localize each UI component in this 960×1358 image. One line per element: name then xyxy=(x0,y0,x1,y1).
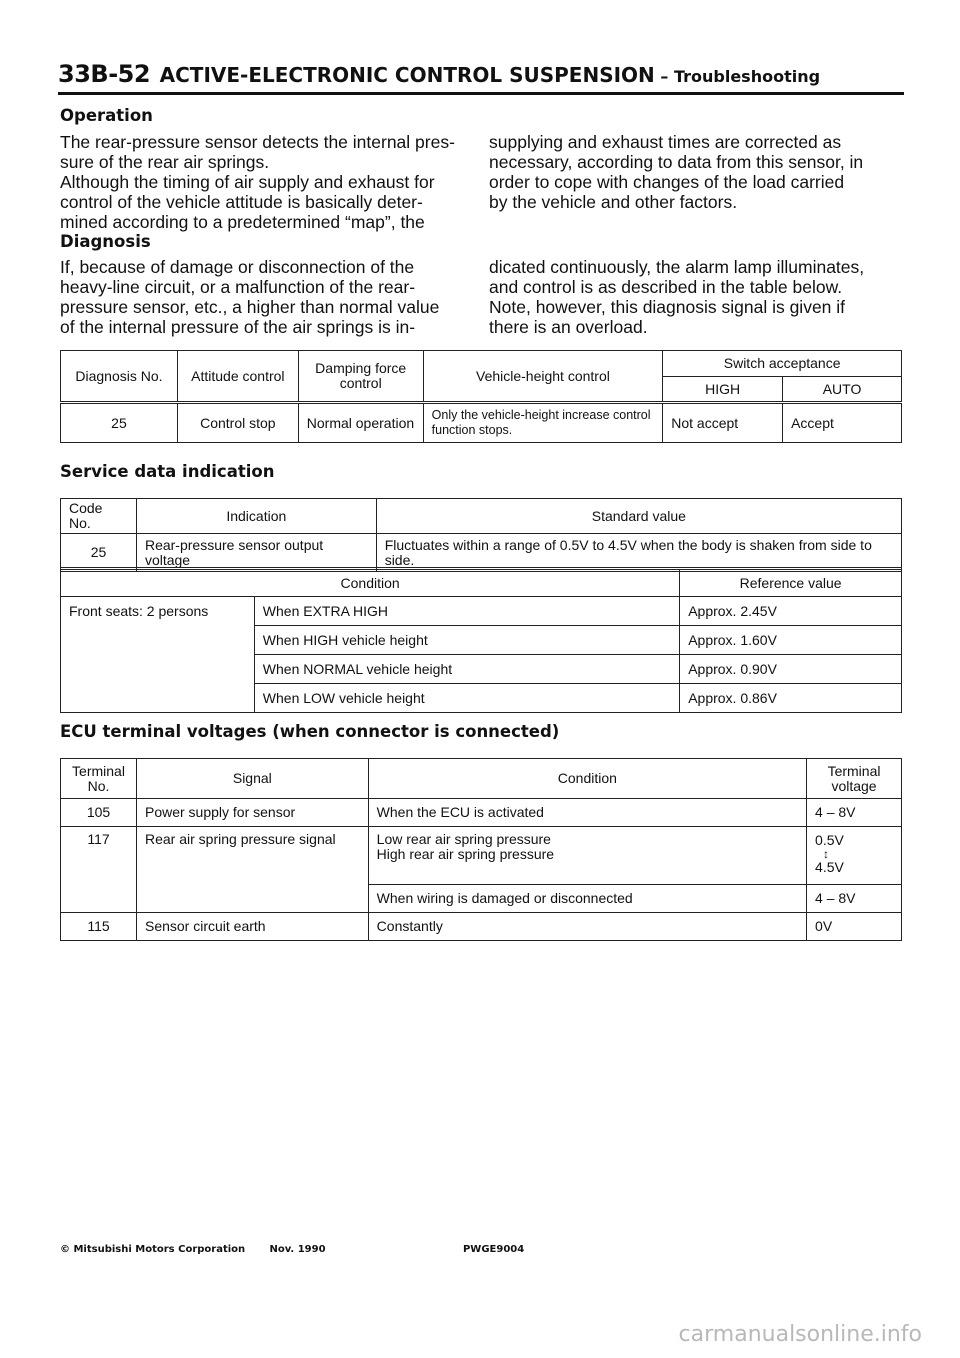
condition-cell: When HIGH vehicle height xyxy=(254,626,679,655)
diagnosis-no-value: 25 xyxy=(61,403,178,443)
col-reference-value: Reference value xyxy=(680,569,902,597)
section-title: ACTIVE-ELECTRONIC CONTROL SUSPENSION xyxy=(159,63,655,87)
table-row xyxy=(61,827,902,885)
condition: Constantly xyxy=(368,913,806,941)
height-value: Only the vehicle-height increase control function stops. xyxy=(423,403,663,443)
reference-cell: Approx. 2.45V xyxy=(680,597,902,626)
col-damping-force-control: Damping force control xyxy=(298,351,423,403)
col-terminal-no: Terminal No. xyxy=(61,759,137,799)
subsection-title: Troubleshooting xyxy=(673,67,821,86)
col-condition: Condition xyxy=(61,569,680,597)
terminal-no: 117 xyxy=(61,827,137,913)
reference-cell: Approx. 1.60V xyxy=(680,626,902,655)
col-vehicle-height-control: Vehicle-height control xyxy=(423,351,663,403)
operation-left-text: The rear-pressure sensor detects the internal pres- sure of the rear air springs. Although the timing of air supply and exhaust for control of the vehicle attitude is basically deter- mined according to a predetermined “map”, the xyxy=(60,132,455,232)
table-row xyxy=(61,534,902,572)
ecu-terminal-table xyxy=(60,758,902,941)
reference-cell: Approx. 0.90V xyxy=(680,655,902,684)
voltage: 4 – 8V xyxy=(807,799,902,827)
condition-line: Low rear air spring pressure xyxy=(376,831,551,847)
indication-value: Rear-pressure sensor output voltage xyxy=(136,534,376,572)
attitude-value: Control stop xyxy=(177,403,298,443)
voltage xyxy=(807,827,902,885)
damping-value: Normal operation xyxy=(298,403,423,443)
code-no-value: 25 xyxy=(61,534,137,572)
auto-value: Accept xyxy=(783,403,902,443)
condition-cell: When LOW vehicle height xyxy=(254,684,679,713)
operation-heading: Operation xyxy=(60,106,153,125)
diagnosis-table-header xyxy=(61,351,902,377)
service-data-table xyxy=(60,498,902,572)
standard-value: Fluctuates within a range of 0.5V to 4.5V when the body is shaken from side to side. xyxy=(376,534,901,572)
table-row xyxy=(61,913,902,941)
signal: Sensor circuit earth xyxy=(136,913,368,941)
col-terminal-voltage: Terminal voltage xyxy=(807,759,902,799)
col-signal: Signal xyxy=(136,759,368,799)
col-condition: Condition xyxy=(368,759,806,799)
document-code: PWGE9004 xyxy=(462,1244,525,1255)
publication-date: Nov. 1990 xyxy=(269,1244,326,1255)
diagnosis-right-text: dicated continuously, the alarm lamp illuminates, and control is as described in the table below. Note, however, this diagnosis signal is given if there is an overload. xyxy=(489,257,865,337)
condition-cell: When EXTRA HIGH xyxy=(254,597,679,626)
up-down-arrow-icon: ↕ xyxy=(823,847,830,861)
signal: Rear air spring pressure signal xyxy=(136,827,368,913)
service-heading: Service data indication xyxy=(60,462,275,481)
voltage: 0V xyxy=(807,913,902,941)
group-label: Front seats: 2 persons xyxy=(61,597,255,713)
condition-line: High rear air spring pressure xyxy=(376,846,555,862)
condition xyxy=(368,827,806,885)
col-indication: Indication xyxy=(136,499,376,534)
col-switch-acceptance: Switch acceptance xyxy=(663,351,902,377)
signal: Power supply for sensor xyxy=(136,799,368,827)
terminal-no: 105 xyxy=(61,799,137,827)
diagnosis-heading: Diagnosis xyxy=(60,232,151,251)
page-footer xyxy=(60,1244,524,1255)
diagnosis-left-text: If, because of damage or disconnection of the heavy-line circuit, or a malfunction of the rear- pressure sensor, etc., a higher than normal value of the internal pressure of the air springs is in- xyxy=(60,257,440,337)
col-auto: AUTO xyxy=(783,377,902,403)
watermark: carmanualsonline.info xyxy=(678,1322,922,1347)
operation-right-text: supplying and exhaust times are corrected as necessary, according to data from this sensor, in order to cope with changes of the load carried by the vehicle and other factors. xyxy=(489,132,864,212)
voltage-high: 4.5V xyxy=(815,859,844,875)
page-number: 33B-52 xyxy=(58,60,151,88)
table-row xyxy=(61,597,902,626)
high-value: Not accept xyxy=(663,403,783,443)
table-row xyxy=(61,403,902,443)
condition: When wiring is damaged or disconnected xyxy=(368,885,806,913)
voltage-low: 0.5V xyxy=(815,832,844,848)
copyright: © Mitsubishi Motors Corporation xyxy=(60,1244,246,1255)
condition: When the ECU is activated xyxy=(368,799,806,827)
col-attitude-control: Attitude control xyxy=(177,351,298,403)
ecu-heading: ECU terminal voltages (when connector is connected) xyxy=(60,722,560,741)
diagnosis-table xyxy=(60,350,902,443)
page-header xyxy=(58,60,904,95)
condition-cell: When NORMAL vehicle height xyxy=(254,655,679,684)
col-code-no: Code No. xyxy=(61,499,137,534)
col-diagnosis-no: Diagnosis No. xyxy=(61,351,178,403)
col-standard-value: Standard value xyxy=(376,499,901,534)
reference-cell: Approx. 0.86V xyxy=(680,684,902,713)
reference-value-table xyxy=(60,567,902,713)
voltage: 4 – 8V xyxy=(807,885,902,913)
col-high: HIGH xyxy=(663,377,783,403)
table-row xyxy=(61,799,902,827)
terminal-no: 115 xyxy=(61,913,137,941)
section-separator: – xyxy=(660,67,669,86)
